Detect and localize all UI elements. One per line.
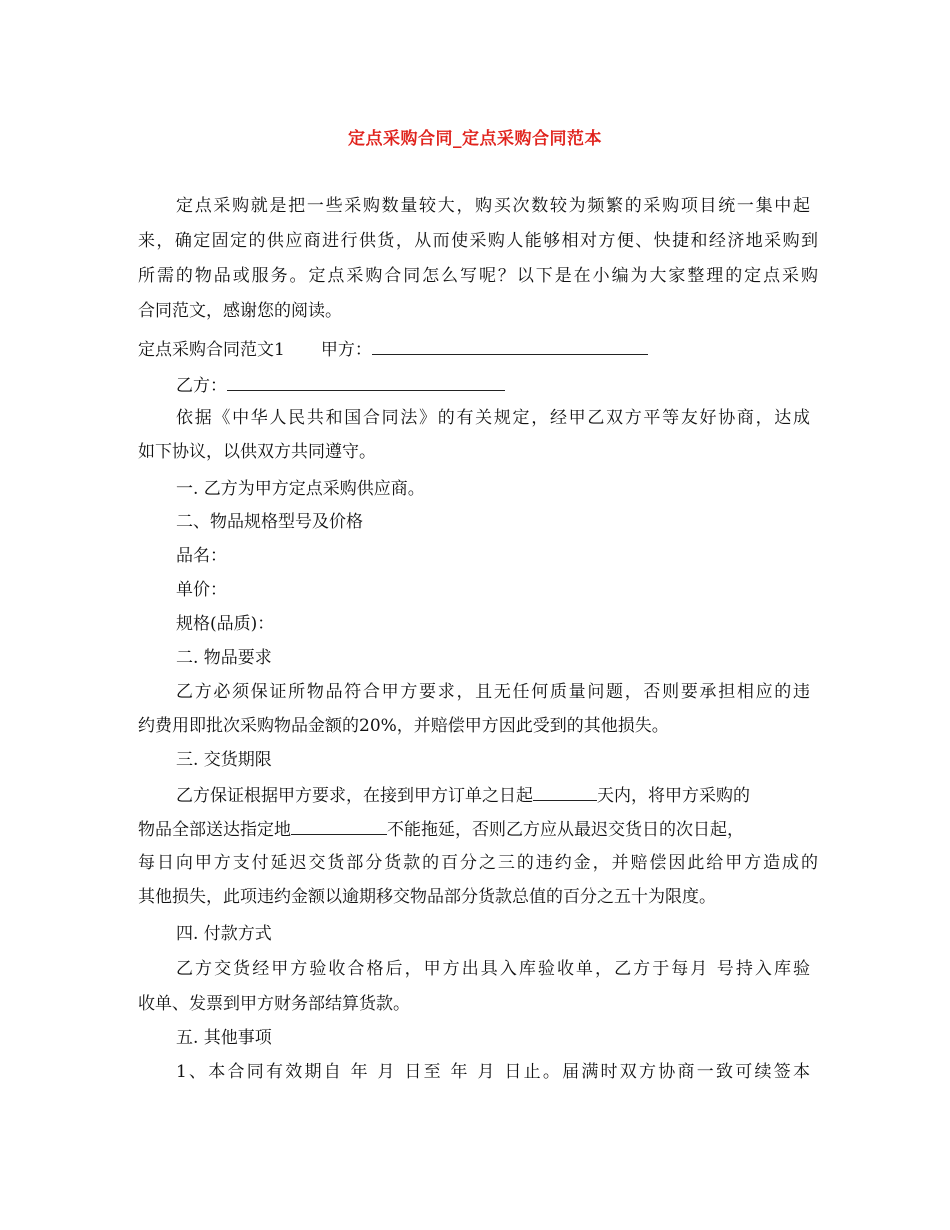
requirements-line-2: 约费用即批次采购物品金额的20%，并赔偿甲方因此受到的其他损失。 [138,716,669,736]
other-line-1: 1、本合同有效期自 年 月 日至 年 月 日止。届满时双方协商一致可续签本 [176,1062,810,1082]
sample-heading: 定点采购合同范文1 [138,340,285,360]
location-blank [291,816,387,835]
delivery-text-c: 物品全部送达指定地 [138,820,291,840]
intro-line-4: 合同范文，感谢您的阅读。 [138,301,342,321]
party-b-line [176,372,856,398]
requirements-line-1: 乙方必须保证所物品符合甲方要求，且无任何质量问题，否则要承担相应的违 [176,682,810,702]
party-a-line [138,336,818,362]
days-blank [533,782,597,801]
requirements-heading: 二. 物品要求 [176,648,272,668]
payment-line-2: 收单、发票到甲方财务部结算货款。 [138,994,410,1014]
delivery-line-3: 每日向甲方支付延迟交货部分货款的百分之三的违约金，并赔偿因此给甲方造成的 [138,853,818,873]
spec-label: 规格(品质)： [176,614,275,634]
payment-line-1: 乙方交货经甲方验收合格后，甲方出具入库验收单，乙方于每月 号持入库验 [176,959,810,979]
payment-heading: 四. 付款方式 [176,924,272,944]
party-b-label: 乙方： [176,376,227,396]
body-line-1: 依据《中华人民共和国合同法》的有关规定，经甲乙双方平等友好协商，达成 [176,408,810,428]
party-a-label: 甲方： [320,340,372,360]
intro-line-1: 定点采购就是把一些采购数量较大，购买次数较为频繁的采购项目统一集中起 [176,196,810,216]
party-a-blank [372,336,648,355]
delivery-line-1 [176,782,818,808]
intro-line-2: 来，确定固定的供应商进行供货，从而使采购人能够相对方便、快捷和经济地采购到 [138,231,818,251]
intro-line-3: 所需的物品或服务。定点采购合同怎么写呢？以下是在小编为大家整理的定点采购 [138,266,818,286]
body-line-2: 如下协议，以供双方共同遵守。 [138,442,376,462]
delivery-text-b: 天内，将甲方采购的 [597,786,750,806]
clause-2-heading: 二、物品规格型号及价格 [176,512,363,532]
delivery-line-4: 其他损失，此项违约金额以逾期移交物品部分货款总值的百分之五十为限度。 [138,887,716,907]
delivery-text-d: 不能拖延，否则乙方应从最迟交货日的次日起， [387,820,744,840]
delivery-heading: 三. 交货期限 [176,750,272,770]
unit-price-label: 单价： [176,580,227,600]
other-heading: 五. 其他事项 [176,1028,272,1048]
document-title: 定点采购合同_定点采购合同范本 [348,129,602,149]
item-name-label: 品名： [176,546,227,566]
party-b-blank [227,372,505,391]
delivery-line-2 [138,816,818,842]
delivery-text-a: 乙方保证根据甲方要求，在接到甲方订单之日起 [176,786,533,806]
clause-1: 一. 乙方为甲方定点采购供应商。 [176,479,425,499]
